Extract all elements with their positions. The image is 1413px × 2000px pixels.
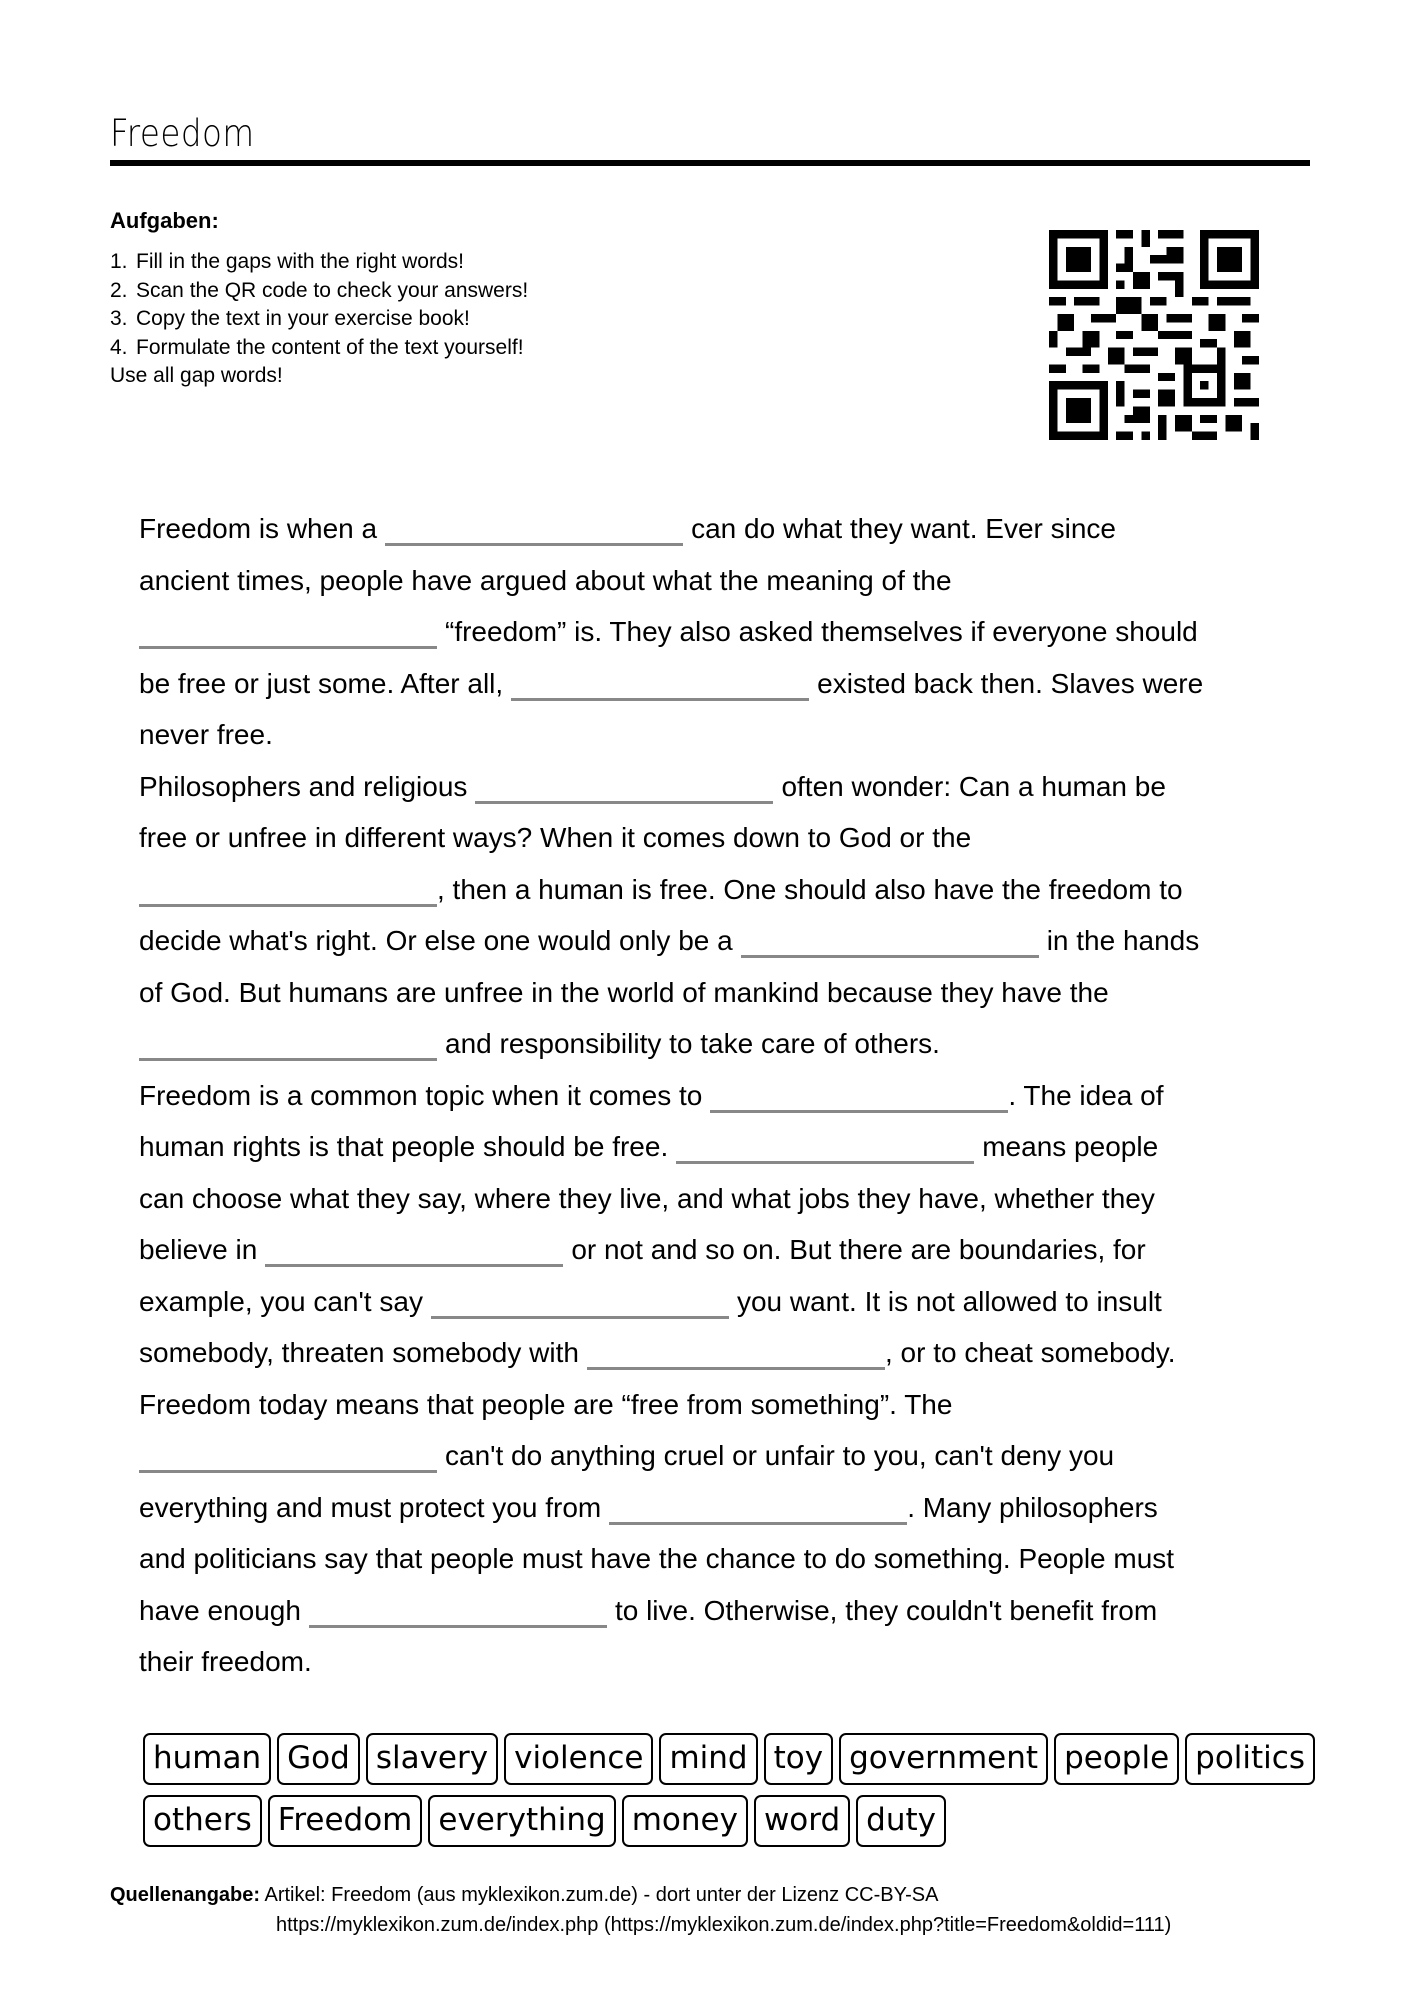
word-card[interactable]: others bbox=[143, 1795, 262, 1847]
text-line: can't do anything cruel or unfair to you, can't deny you bbox=[139, 1430, 1299, 1482]
text-line: Philosophers and religious often wonder: Can a human be bbox=[139, 770, 1166, 802]
word-card[interactable]: God bbox=[277, 1733, 360, 1785]
task-item: 1. Fill in the gaps with the right words! bbox=[110, 250, 464, 273]
task-item-continuation: Use all gap words! bbox=[110, 364, 283, 387]
page-title: Freedom bbox=[110, 112, 255, 155]
text-line: be free or just some. After all, existed back then. Slaves were bbox=[139, 667, 1204, 699]
gap-blank[interactable] bbox=[265, 1238, 563, 1267]
word-card[interactable]: word bbox=[754, 1795, 850, 1847]
text-line: human rights is that people should be free. means people bbox=[139, 1131, 1159, 1162]
task-item: 2. Scan the QR code to check your answers! bbox=[110, 278, 529, 302]
word-card[interactable]: slavery bbox=[366, 1733, 498, 1785]
source-url[interactable]: https://myklexikon.zum.de/index.php (https://myklexikon.zum.de/index.php?title=Freedom&oldid=111) bbox=[276, 1914, 1172, 1936]
word-card[interactable]: Freedom bbox=[268, 1795, 423, 1847]
word-bank-row bbox=[143, 1733, 1303, 1785]
text-line: and responsibility to take care of others. bbox=[139, 1018, 1299, 1070]
source-attribution bbox=[110, 1880, 1360, 1940]
task-list bbox=[110, 248, 810, 391]
title-rule bbox=[110, 160, 1310, 166]
gap-blank[interactable] bbox=[475, 775, 773, 804]
source-label: Quellenangabe: bbox=[110, 1884, 261, 1906]
text-line: believe in or not and so on. But there are boundaries, for bbox=[139, 1234, 1146, 1265]
text-line: “freedom” is. They also asked themselves if everyone should bbox=[139, 606, 1299, 658]
word-bank-row bbox=[143, 1795, 1303, 1847]
gap-blank[interactable] bbox=[609, 1496, 907, 1525]
text-line: decide what's right. Or else one would only be a in the hands bbox=[139, 925, 1200, 956]
word-card[interactable]: politics bbox=[1185, 1733, 1315, 1785]
gap-text bbox=[139, 503, 1299, 1688]
gap-blank[interactable] bbox=[676, 1135, 974, 1164]
text-line: Freedom is when a can do what they want. Ever since bbox=[139, 513, 1117, 544]
text-line: and politicians say that people must have the chance to do something. People must bbox=[139, 1543, 1175, 1574]
tasks-heading: Aufgaben: bbox=[110, 208, 219, 233]
gap-blank[interactable] bbox=[741, 929, 1039, 958]
word-card[interactable]: money bbox=[622, 1795, 748, 1847]
word-card[interactable]: mind bbox=[659, 1733, 757, 1785]
tasks-section bbox=[110, 208, 810, 391]
text-line: somebody, threaten somebody with , or to cheat somebody. bbox=[139, 1337, 1176, 1368]
text-line: , then a human is free. One should also have the freedom to bbox=[139, 864, 1299, 916]
gap-blank[interactable] bbox=[139, 620, 437, 649]
gap-blank[interactable] bbox=[139, 878, 437, 907]
text-line: never free. bbox=[139, 719, 273, 750]
word-bank bbox=[143, 1733, 1303, 1857]
source-article: Artikel: Freedom (aus myklexikon.zum.de) - dort unter der Lizenz CC-BY-SA bbox=[264, 1884, 939, 1906]
gap-blank[interactable] bbox=[431, 1290, 729, 1319]
gap-blank[interactable] bbox=[710, 1084, 1008, 1113]
gap-blank[interactable] bbox=[139, 1032, 437, 1061]
task-item: 3. Copy the text in your exercise book! bbox=[110, 307, 470, 330]
word-card[interactable]: violence bbox=[504, 1733, 653, 1785]
gap-blank[interactable] bbox=[511, 672, 809, 701]
word-card[interactable]: human bbox=[143, 1733, 271, 1785]
text-line: Freedom today means that people are “free from something”. The bbox=[139, 1388, 953, 1420]
text-line: Freedom is a common topic when it comes to . The idea of bbox=[139, 1079, 1164, 1111]
text-line: have enough to live. Otherwise, they couldn't benefit from bbox=[139, 1594, 1158, 1626]
word-card[interactable]: duty bbox=[856, 1795, 946, 1847]
gap-blank[interactable] bbox=[139, 1444, 437, 1473]
word-card[interactable]: government bbox=[839, 1733, 1048, 1785]
text-line: can choose what they say, where they live, and what jobs they have, whether they bbox=[139, 1182, 1155, 1214]
text-line: their freedom. bbox=[139, 1646, 312, 1677]
task-item: 4. Formulate the content of the text yourself! bbox=[110, 335, 524, 359]
word-card[interactable]: people bbox=[1054, 1733, 1179, 1785]
text-line: everything and must protect you from . Many philosophers bbox=[139, 1491, 1158, 1523]
gap-blank[interactable] bbox=[587, 1341, 885, 1370]
text-line: of God. But humans are unfree in the world of mankind because they have the bbox=[139, 976, 1109, 1008]
qr-code-icon[interactable] bbox=[1049, 230, 1259, 440]
word-card[interactable]: toy bbox=[764, 1733, 833, 1785]
text-line: free or unfree in different ways? When it comes down to God or the bbox=[139, 822, 972, 853]
gap-blank[interactable] bbox=[309, 1599, 607, 1628]
text-line: example, you can't say you want. It is not allowed to insult bbox=[139, 1285, 1162, 1317]
text-line: ancient times, people have argued about what the meaning of the bbox=[139, 564, 952, 596]
gap-blank[interactable] bbox=[385, 517, 683, 546]
word-card[interactable]: everything bbox=[428, 1795, 615, 1847]
